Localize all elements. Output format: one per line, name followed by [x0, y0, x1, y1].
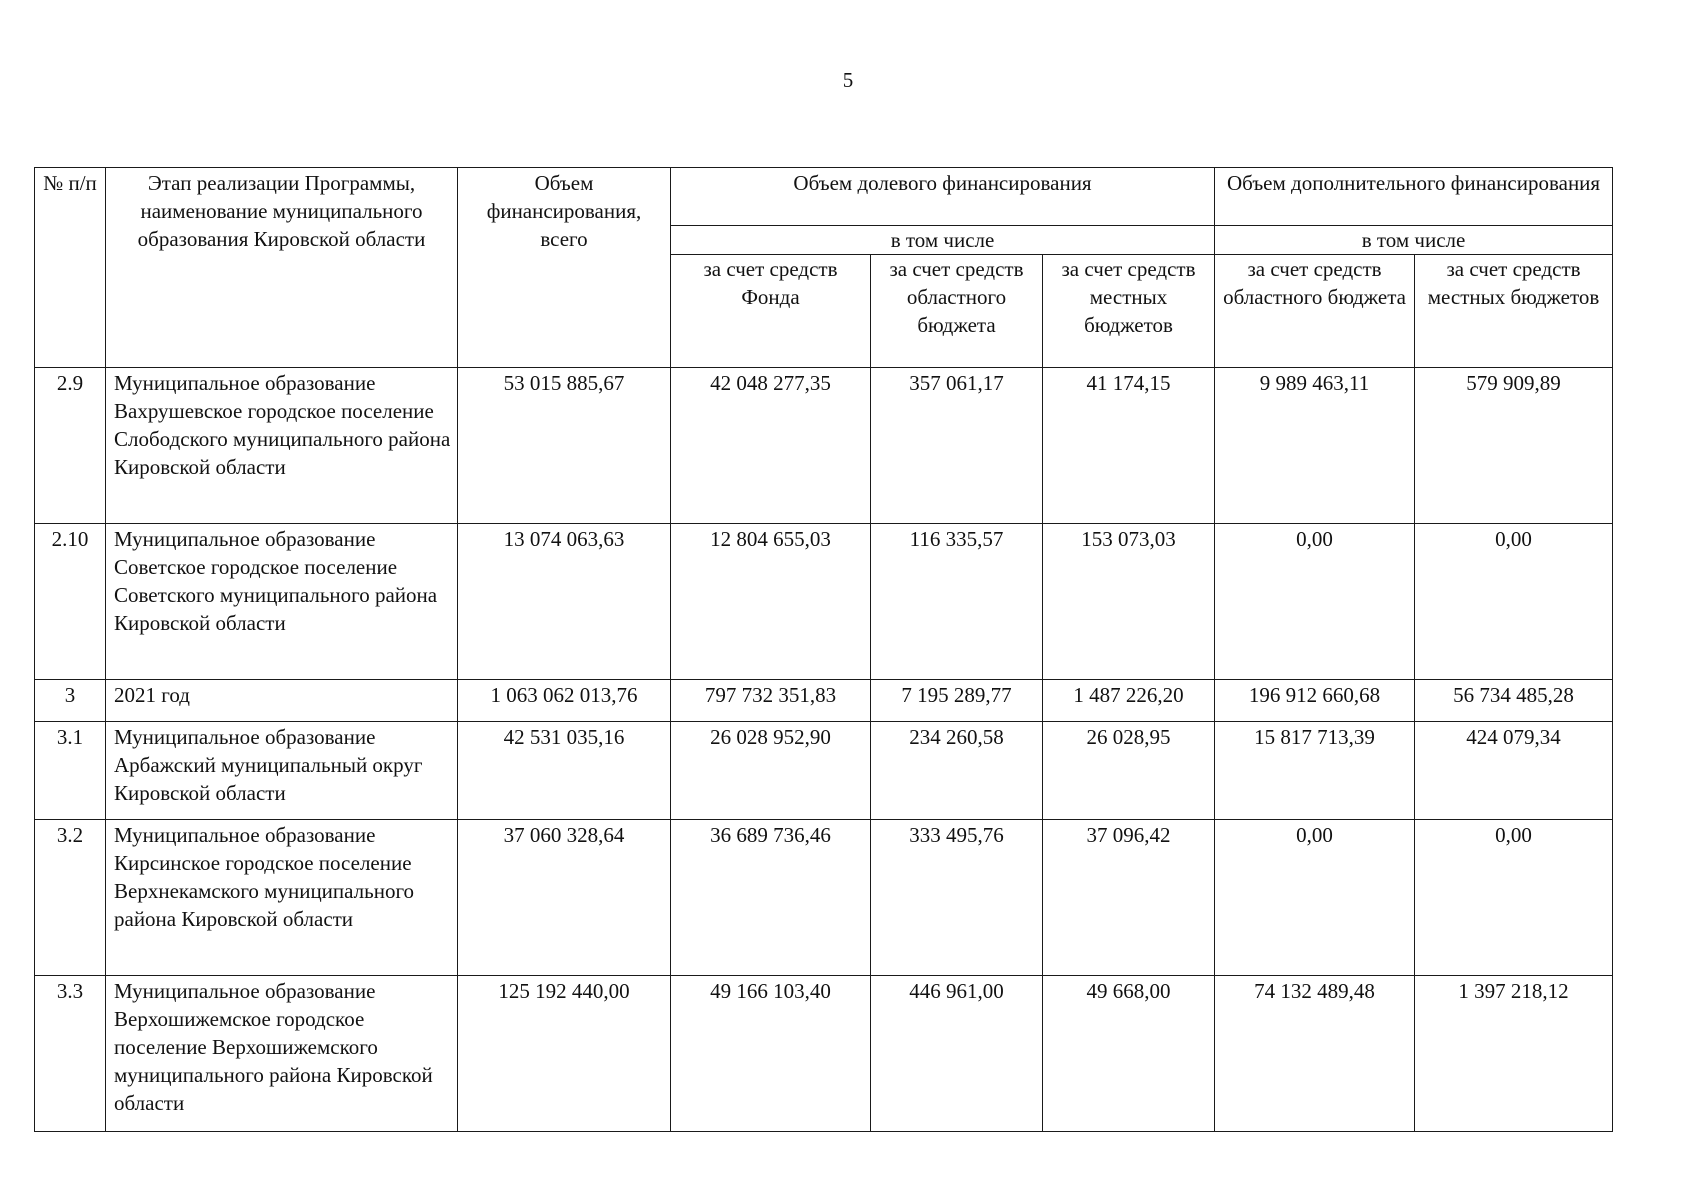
- regional-value: 446 961,00: [871, 976, 1043, 1132]
- header-including-additional: в том числе: [1215, 226, 1613, 255]
- fund-value: 42 048 277,35: [671, 368, 871, 524]
- table-row: [35, 524, 1613, 680]
- additional-regional-value: 15 817 713,39: [1215, 722, 1415, 820]
- table-row: [35, 976, 1613, 1132]
- additional-regional-value: 196 912 660,68: [1215, 680, 1415, 722]
- total-value: 125 192 440,00: [458, 976, 671, 1132]
- row-number: 2.9: [35, 368, 106, 524]
- total-value: 1 063 062 013,76: [458, 680, 671, 722]
- row-number: 3.3: [35, 976, 106, 1132]
- local-value: 153 073,03: [1043, 524, 1215, 680]
- additional-regional-value: 0,00: [1215, 524, 1415, 680]
- municipality-name: Муниципальное образование Верхошижемское городское поселение Верхошижемского муниципального района Кировской области: [106, 976, 458, 1132]
- header-row-1: [35, 168, 1613, 226]
- fund-value: 49 166 103,40: [671, 976, 871, 1132]
- row-number: 3.1: [35, 722, 106, 820]
- additional-local-value: 1 397 218,12: [1415, 976, 1613, 1132]
- table-row: [35, 680, 1613, 722]
- header-additional-local-budgets: за счет средств местных бюджетов: [1415, 255, 1613, 368]
- header-regional-budget: за счет средств областного бюджета: [871, 255, 1043, 368]
- header-additional-financing: Объем дополнительного финансирования: [1215, 168, 1613, 226]
- additional-regional-value: 74 132 489,48: [1215, 976, 1415, 1132]
- header-additional-regional-budget: за счет средств областного бюджета: [1215, 255, 1415, 368]
- header-no: № п/п: [35, 168, 106, 368]
- fund-value: 36 689 736,46: [671, 820, 871, 976]
- header-total: Объем финансирования, всего: [458, 168, 671, 368]
- fund-value: 26 028 952,90: [671, 722, 871, 820]
- financing-table: [34, 167, 1613, 1132]
- row-number: 3.2: [35, 820, 106, 976]
- row-number: 3: [35, 680, 106, 722]
- header-stage: Этап реализации Программы, наименование муниципального образования Кировской области: [106, 168, 458, 368]
- regional-value: 333 495,76: [871, 820, 1043, 976]
- regional-value: 234 260,58: [871, 722, 1043, 820]
- additional-local-value: 579 909,89: [1415, 368, 1613, 524]
- municipality-name: Муниципальное образование Советское городское поселение Советского муниципального района Кировской области: [106, 524, 458, 680]
- local-value: 37 096,42: [1043, 820, 1215, 976]
- additional-local-value: 424 079,34: [1415, 722, 1613, 820]
- municipality-name: Муниципальное образование Вахрушевское городское поселение Слободского муниципального района Кировской области: [106, 368, 458, 524]
- municipality-name: Муниципальное образование Кирсинское городское поселение Верхнекамского муниципального района Кировской области: [106, 820, 458, 976]
- fund-value: 797 732 351,83: [671, 680, 871, 722]
- local-value: 1 487 226,20: [1043, 680, 1215, 722]
- local-value: 49 668,00: [1043, 976, 1215, 1132]
- additional-local-value: 56 734 485,28: [1415, 680, 1613, 722]
- page-number: 5: [842, 68, 854, 92]
- header-fund: за счет средств Фонда: [671, 255, 871, 368]
- municipality-name: Муниципальное образование Арбажский муниципальный округ Кировской области: [106, 722, 458, 820]
- regional-value: 116 335,57: [871, 524, 1043, 680]
- header-shared-financing: Объем долевого финансирования: [671, 168, 1215, 226]
- row-number: 2.10: [35, 524, 106, 680]
- additional-regional-value: 0,00: [1215, 820, 1415, 976]
- additional-local-value: 0,00: [1415, 524, 1613, 680]
- table-row: [35, 368, 1613, 524]
- total-value: 53 015 885,67: [458, 368, 671, 524]
- additional-regional-value: 9 989 463,11: [1215, 368, 1415, 524]
- total-value: 42 531 035,16: [458, 722, 671, 820]
- regional-value: 357 061,17: [871, 368, 1043, 524]
- total-value: 37 060 328,64: [458, 820, 671, 976]
- total-value: 13 074 063,63: [458, 524, 671, 680]
- table-row: [35, 722, 1613, 820]
- local-value: 26 028,95: [1043, 722, 1215, 820]
- fund-value: 12 804 655,03: [671, 524, 871, 680]
- stage-name: 2021 год: [106, 680, 458, 722]
- header-local-budgets: за счет средств местных бюджетов: [1043, 255, 1215, 368]
- additional-local-value: 0,00: [1415, 820, 1613, 976]
- header-including-shared: в том числе: [671, 226, 1215, 255]
- local-value: 41 174,15: [1043, 368, 1215, 524]
- regional-value: 7 195 289,77: [871, 680, 1043, 722]
- table-row: [35, 820, 1613, 976]
